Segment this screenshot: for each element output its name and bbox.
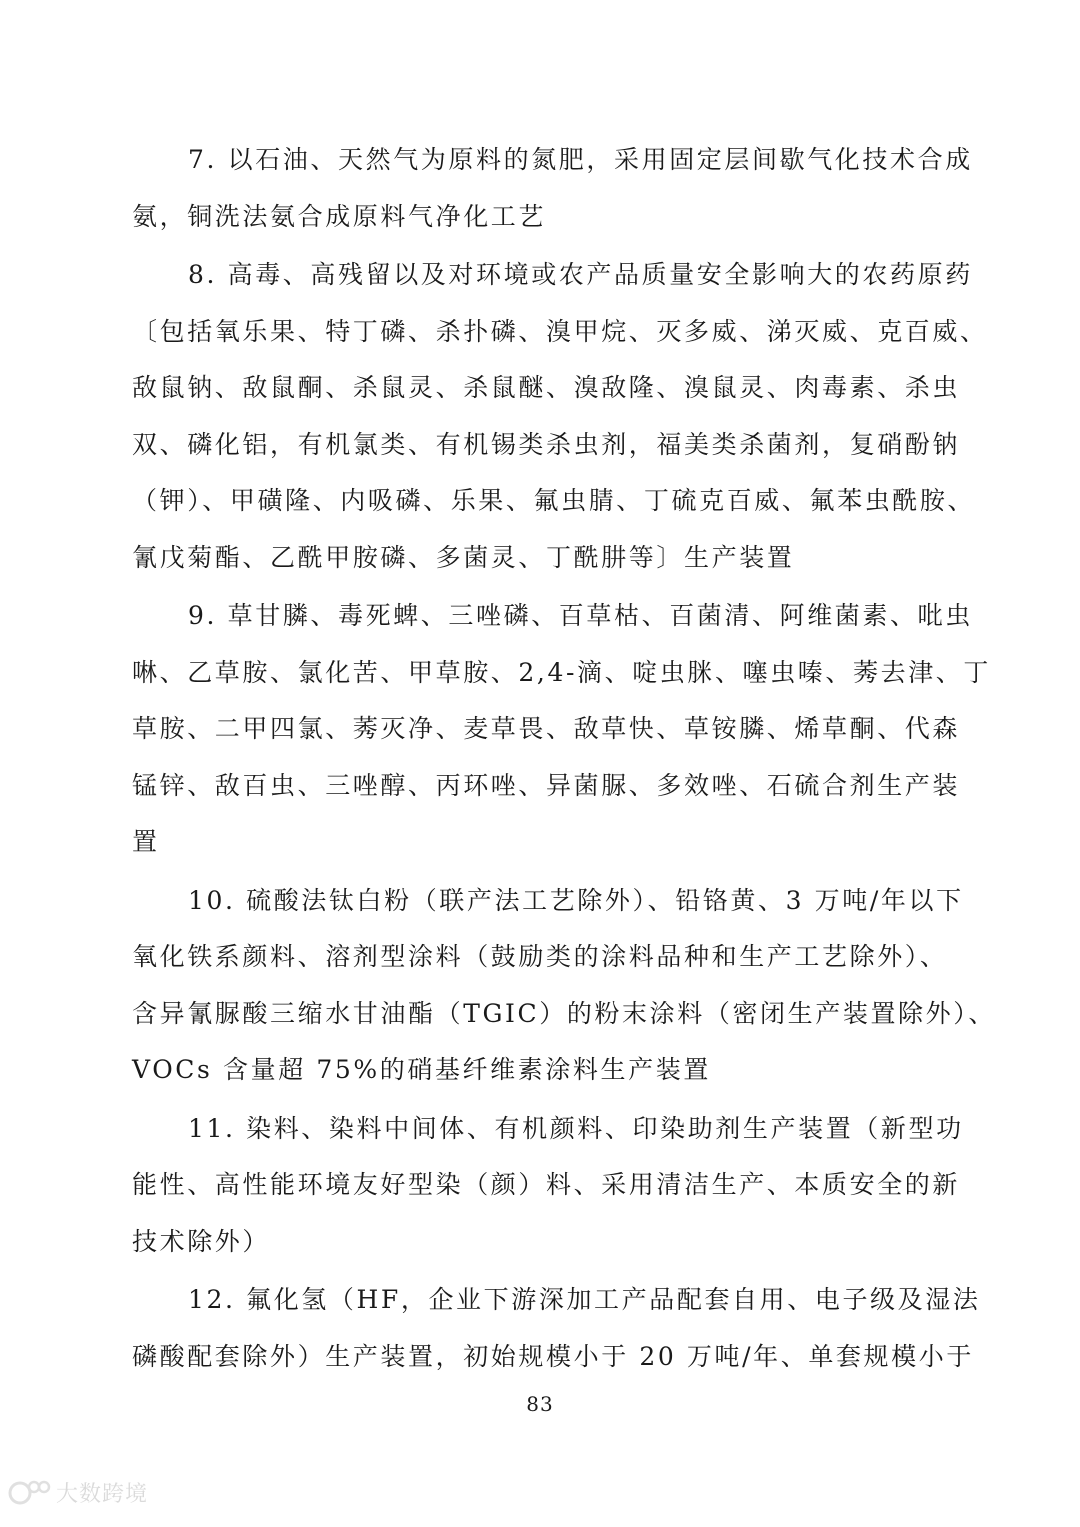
page-number: 83: [526, 1392, 554, 1416]
text-line: 含异氰脲酸三缩水甘油酯（TGIC）的粉末涂料（密闭生产装置除外）、: [132, 998, 996, 1028]
text-line: 〔包括氧乐果、特丁磷、杀扑磷、溴甲烷、灭多威、涕灭威、克百威、: [132, 316, 988, 346]
list-item: [132, 1101, 964, 1271]
list-item: [132, 588, 992, 871]
text-line: 11. 染料、染料中间体、有机颜料、印染助剂生产装置（新型功: [188, 1113, 964, 1143]
text-line: 磷酸配套除外）生产装置，初始规模小于 20 万吨/年、单套规模小于: [132, 1341, 974, 1371]
list-item: [132, 1272, 981, 1385]
text-line: 敌鼠钠、敌鼠酮、杀鼠灵、杀鼠醚、溴敌隆、溴鼠灵、肉毒素、杀虫: [132, 373, 961, 402]
list-item: [132, 247, 988, 586]
text-line: （钾）、甲磺隆、内吸磷、乐果、氟虫腈、丁硫克百威、氟苯虫酰胺、: [132, 486, 976, 515]
text-line: 12. 氟化氢（HF，企业下游深加工产品配套自用、电子级及湿法: [188, 1285, 981, 1314]
text-line: VOCs 含量超 75%的硝基纤维素涂料生产装置: [132, 1055, 711, 1084]
document-body: [132, 132, 996, 1387]
watermark: [6, 1474, 148, 1510]
text-line: 锰锌、敌百虫、三唑醇、丙环唑、异菌脲、多效唑、石硫合剂生产装: [132, 770, 961, 800]
text-line: 氨，铜洗法氨合成原料气净化工艺: [132, 201, 547, 231]
text-line: 7. 以石油、天然气为原料的氮肥，采用固定层间歇气化技术合成: [188, 145, 973, 174]
list-item: [132, 873, 996, 1099]
text-line: 啉、乙草胺、氯化苦、甲草胺、2,4-滴、啶虫脒、噻虫嗪、莠去津、丁: [132, 657, 992, 687]
watermark-logo-icon: [6, 1475, 54, 1509]
text-line: 草胺、二甲四氯、莠灭净、麦草畏、敌草快、草铵膦、烯草酮、代森: [132, 714, 961, 743]
text-line: 氧化铁系颜料、溶剂型涂料（鼓励类的涂料品种和生产工艺除外）、: [132, 942, 948, 971]
text-line: 双、磷化铝，有机氯类、有机锡类杀虫剂，福美类杀菌剂，复硝酚钠: [132, 429, 961, 459]
text-line: 能性、高性能环境友好型染（颜）料、采用清洁生产、本质安全的新: [132, 1170, 961, 1199]
text-line: 氰戊菊酯、乙酰甲胺磷、多菌灵、丁酰肼等〕生产装置: [132, 542, 795, 572]
text-line: 技术除外）: [132, 1226, 271, 1256]
watermark-text: 大数跨境: [56, 1481, 149, 1507]
text-line: 置: [132, 827, 160, 856]
text-line: 10. 硫酸法钛白粉（联产法工艺除外）、铅铬黄、3 万吨/年以下: [188, 885, 964, 915]
list-item: [132, 132, 973, 245]
text-line: 8. 高毒、高残留以及对环境或农产品质量安全影响大的农药原药: [188, 260, 973, 289]
text-line: 9. 草甘膦、毒死蜱、三唑磷、百草枯、百菌清、阿维菌素、吡虫: [188, 601, 973, 630]
